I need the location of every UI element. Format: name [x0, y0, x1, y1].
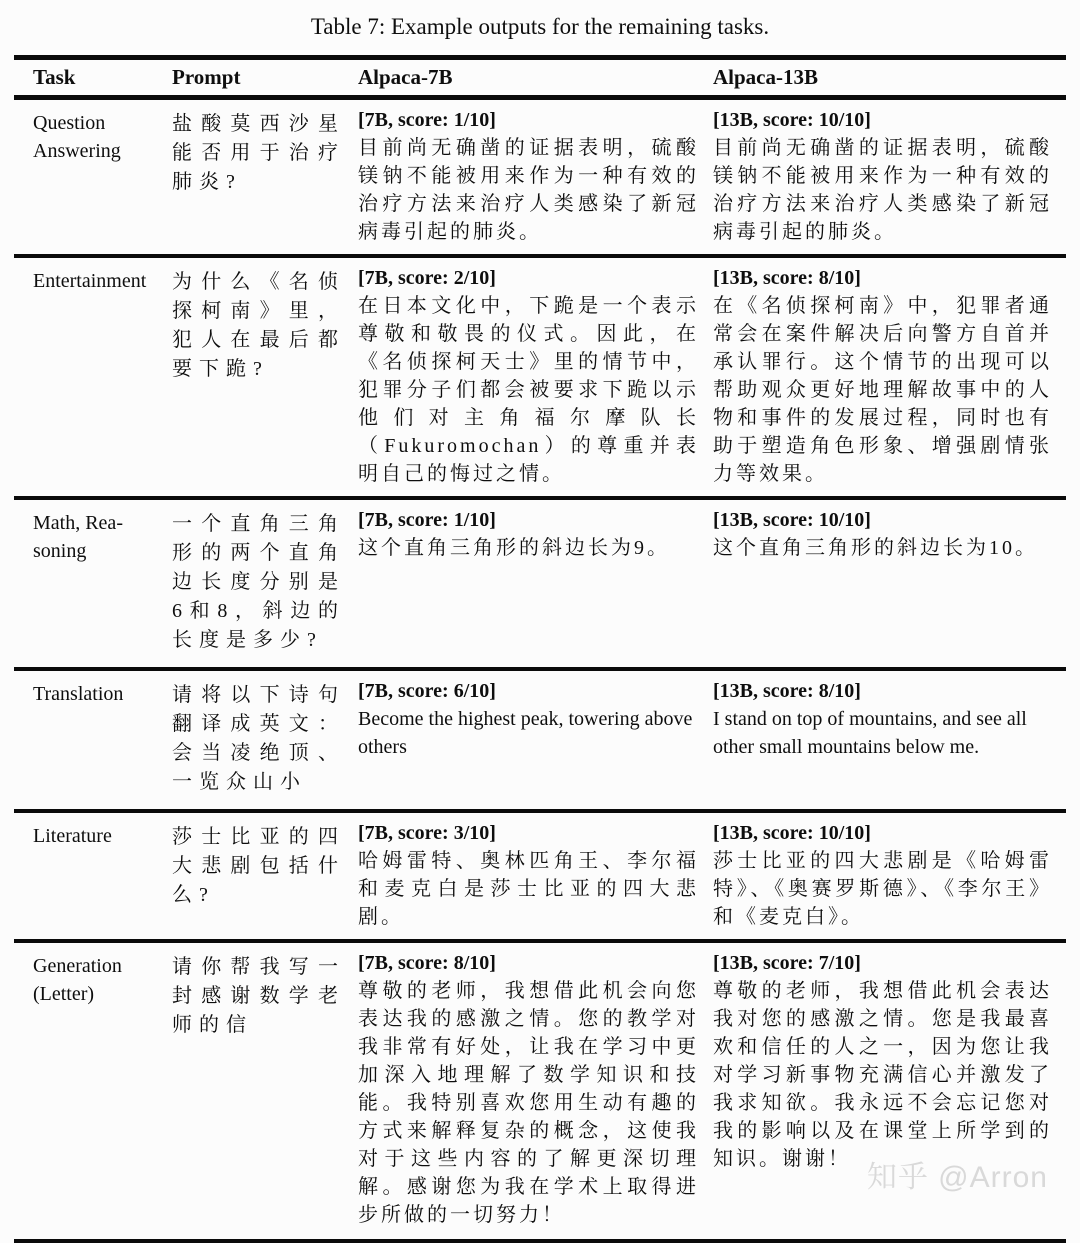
output-text-7b: 这个直角三角形的斜边长为9。 — [358, 537, 670, 559]
table-row-translation — [14, 671, 1066, 813]
task-cell: Question Answering — [33, 112, 121, 162]
output-text-7b: 目前尚无确凿的证据表明，硫酸镁钠不能被用来作为一种有效的治疗方法来治疗人类感染了新冠病毒引起的肺炎。 — [358, 137, 699, 243]
output-text-13b: 在《名侦探柯南》中，犯罪者通常会在案件解决后向警方自首并承认罪行。这个情节的出现可以帮助观众更好地理解故事中的人物和事件的发展过程，同时也有助于塑造角色形象、增强剧情张力等效果。 — [713, 295, 1052, 485]
prompt-cell: 为什么《名侦探柯南》里，犯人在最后都要下跪? — [172, 271, 345, 380]
table-header-row — [14, 60, 1066, 100]
alpaca-13b-output-cell — [713, 813, 1066, 939]
output-text-13b: 尊敬的老师，我想借此机会表达我对您的感激之情。您是我最喜欢和信任的人之一，因为您让我对学习新事物充满信心并激发了我求知欲。我永远不会忘记您对我的影响以及在课堂上所学到的知识。谢谢！ — [713, 980, 1052, 1170]
output-text-7b: 尊敬的老师，我想借此机会向您表达我的感激之情。您的教学对我非常有好处，让我在学习中更加深入地理解了数学知识和技能。我特别喜欢您用生动有趣的方式来解释复杂的概念，这使我对于这些内容的了解更深切理解。感谢您为我在学术上取得进步所做的一切努力！ — [358, 980, 699, 1226]
alpaca-13b-output-cell — [713, 500, 1066, 667]
alpaca-7b-output-cell — [358, 813, 713, 939]
output-text-13b: 莎士比亚的四大悲剧是《哈姆雷特》、《奥赛罗斯德》、《李尔王》和《麦克白》。 — [713, 850, 1052, 928]
prompt-cell: 一个直角三角形的两个直角边长度分别是6和8，斜边的长度是多少? — [172, 513, 345, 651]
output-text-7b: Become the highest peak, towering above others — [358, 708, 693, 758]
header-prompt: Prompt — [172, 65, 241, 89]
alpaca-13b-output-cell — [713, 258, 1066, 496]
alpaca-7b-output-cell — [358, 943, 713, 1239]
score-7b: [7B, score: 8/10] — [358, 952, 496, 974]
header-alpaca-13b: Alpaca-13B — [713, 65, 818, 89]
table-row-entertainment — [14, 258, 1066, 500]
score-13b: [13B, score: 8/10] — [713, 680, 861, 702]
task-cell: Translation — [33, 683, 124, 705]
prompt-cell: 莎士比亚的四大悲剧包括什么? — [172, 826, 345, 906]
score-13b: [13B, score: 8/10] — [713, 267, 861, 289]
score-7b: [7B, score: 3/10] — [358, 822, 496, 844]
alpaca-7b-output-cell — [358, 671, 713, 809]
zhihu-watermark: 知乎 @Arron — [866, 1161, 1048, 1194]
score-7b: [7B, score: 1/10] — [358, 509, 496, 531]
output-text-13b: 这个直角三角形的斜边长为10。 — [713, 537, 1038, 559]
prompt-cell: 请你帮我写一封感谢数学老师的信 — [172, 956, 345, 1036]
score-7b: [7B, score: 2/10] — [358, 267, 496, 289]
output-text-13b: I stand on top of mountains, and see all other small mountains below me. — [713, 708, 1027, 758]
table-caption: Table 7: Example outputs for the remaining tasks. — [310, 14, 770, 39]
alpaca-7b-output-cell — [358, 258, 713, 496]
header-task: Task — [33, 65, 76, 89]
alpaca-13b-output-cell — [713, 100, 1066, 254]
score-13b: [13B, score: 10/10] — [713, 109, 871, 131]
score-7b: [7B, score: 1/10] — [358, 109, 496, 131]
prompt-cell: 请将以下诗句翻译成英文：会当凌绝顶、一览众山小 — [172, 684, 345, 793]
output-text-7b: 在日本文化中，下跪是一个表示尊敬和敬畏的仪式。因此，在《名侦探柯天士》里的情节中，犯罪分子们都会被要求下跪以示他们对主角福尔摩队长（Fukuromochan）的尊重并表明自己的悔过之情。 — [358, 295, 699, 485]
table-row-math-reasoning — [14, 500, 1066, 671]
score-13b: [13B, score: 10/10] — [713, 822, 871, 844]
task-cell: Entertainment — [33, 270, 147, 292]
output-text-7b: 哈姆雷特、奥林匹角王、李尔福和麦克白是莎士比亚的四大悲剧。 — [358, 850, 699, 928]
task-cell: Math, Reasoning — [33, 512, 123, 562]
table-row-literature — [14, 813, 1066, 943]
score-13b: [13B, score: 7/10] — [713, 952, 861, 974]
table-row-question-answering — [14, 100, 1066, 258]
header-alpaca-7b: Alpaca-7B — [358, 65, 453, 89]
alpaca-13b-output-cell — [713, 671, 1066, 809]
prompt-cell: 盐酸莫西沙星能否用于治疗肺炎? — [172, 113, 345, 193]
task-cell: Literature — [33, 825, 112, 847]
score-7b: [7B, score: 6/10] — [358, 680, 496, 702]
results-table — [14, 55, 1066, 1243]
score-13b: [13B, score: 10/10] — [713, 509, 871, 531]
output-text-13b: 目前尚无确凿的证据表明，硫酸镁钠不能被用来作为一种有效的治疗方法来治疗人类感染了新冠病毒引起的肺炎。 — [713, 137, 1052, 243]
alpaca-7b-output-cell — [358, 500, 713, 667]
alpaca-7b-output-cell — [358, 100, 713, 254]
task-cell: Generation (Letter) — [33, 955, 122, 1005]
